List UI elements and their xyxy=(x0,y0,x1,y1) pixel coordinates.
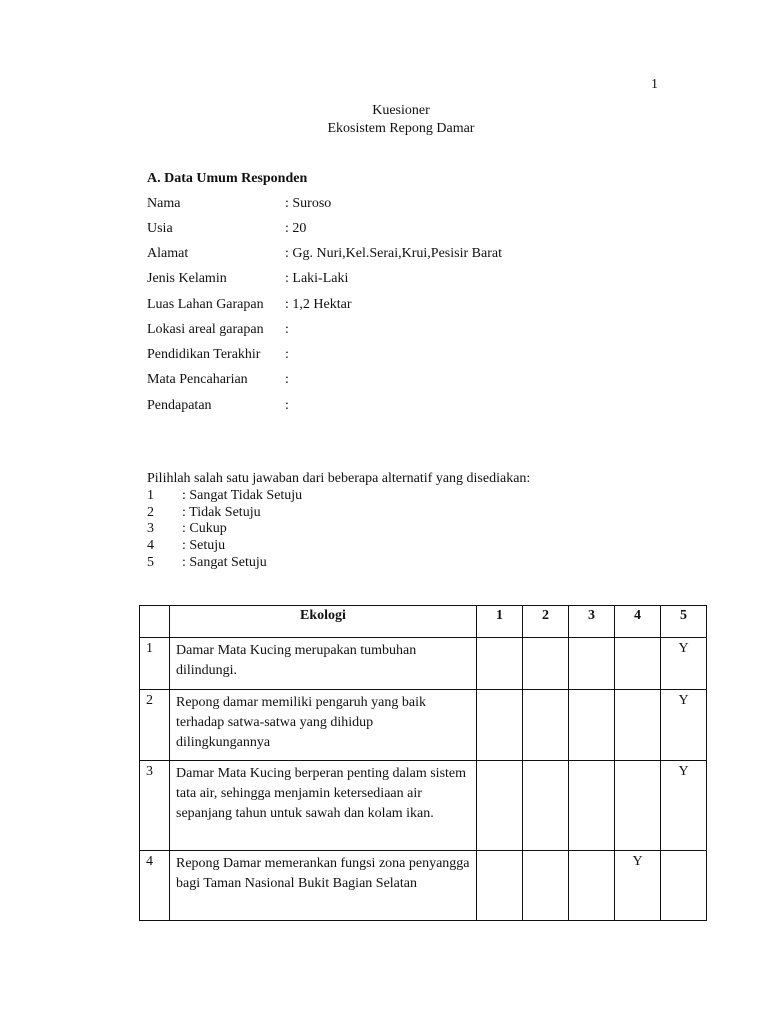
scale-label: : Cukup xyxy=(182,521,227,536)
respondent-value: : 20 xyxy=(285,221,307,236)
row-statement: Repong Damar memerankan fungsi zona penyangga bagi Taman Nasional Bukit Bagian Selatan xyxy=(170,851,477,921)
respondent-label: Nama xyxy=(147,196,181,211)
score-cell-4[interactable] xyxy=(615,761,661,851)
score-cell-1[interactable] xyxy=(477,851,523,921)
respondent-label: Pendapatan xyxy=(147,398,212,413)
scale-label: : Sangat Setuju xyxy=(182,555,267,570)
scale-number: 2 xyxy=(147,505,154,520)
header-score-3: 3 xyxy=(569,606,615,638)
respondent-label: Mata Pencaharian xyxy=(147,372,248,387)
score-cell-4[interactable]: Y xyxy=(615,851,661,921)
row-statement: Repong damar memiliki pengaruh yang baik terhadap satwa-satwa yang dihidup dilingkungannya xyxy=(170,690,477,761)
header-score-4: 4 xyxy=(615,606,661,638)
ekologi-table xyxy=(139,605,707,921)
score-cell-5[interactable]: Y xyxy=(661,638,707,690)
respondent-label: Pendidikan Terakhir xyxy=(147,347,261,362)
scale-label: : Sangat Tidak Setuju xyxy=(182,488,303,503)
table-header-row xyxy=(140,606,707,638)
header-score-2: 2 xyxy=(523,606,569,638)
respondent-label: Usia xyxy=(147,221,173,236)
instruction-text: Pilihlah salah satu jawaban dari beberapa alternatif yang disediakan: xyxy=(147,471,531,486)
score-cell-3[interactable] xyxy=(569,851,615,921)
row-statement: Damar Mata Kucing berperan penting dalam sistem tata air, sehingga menjamin ketersediaan air sepanjang tahun untuk sawah dan kolam ikan. xyxy=(170,761,477,851)
section-heading: A. Data Umum Responden xyxy=(147,171,308,186)
respondent-label: Alamat xyxy=(147,246,189,261)
header-no xyxy=(140,606,170,638)
table-row xyxy=(140,638,707,690)
respondent-label: Lokasi areal garapan xyxy=(147,322,264,337)
score-cell-3[interactable] xyxy=(569,638,615,690)
document-subtitle: Ekosistem Repong Damar xyxy=(327,121,475,136)
score-cell-1[interactable] xyxy=(477,761,523,851)
score-cell-5[interactable]: Y xyxy=(661,761,707,851)
row-number: 1 xyxy=(140,638,170,690)
table-row xyxy=(140,690,707,761)
score-cell-2[interactable] xyxy=(523,851,569,921)
respondent-label: Jenis Kelamin xyxy=(147,271,227,286)
header-score-1: 1 xyxy=(477,606,523,638)
respondent-value: : xyxy=(285,322,289,337)
score-cell-2[interactable] xyxy=(523,638,569,690)
header-score-5: 5 xyxy=(661,606,707,638)
score-cell-5[interactable] xyxy=(661,851,707,921)
scale-number: 4 xyxy=(147,538,154,553)
respondent-value: : xyxy=(285,372,289,387)
score-cell-1[interactable] xyxy=(477,690,523,761)
row-number: 4 xyxy=(140,851,170,921)
score-cell-5[interactable]: Y xyxy=(661,690,707,761)
scale-label: : Tidak Setuju xyxy=(182,505,261,520)
row-statement: Damar Mata Kucing merupakan tumbuhan dilindungi. xyxy=(170,638,477,690)
scale-number: 3 xyxy=(147,521,154,536)
scale-number: 1 xyxy=(147,488,154,503)
score-cell-2[interactable] xyxy=(523,690,569,761)
respondent-value: : Laki-Laki xyxy=(285,271,349,286)
table-row xyxy=(140,761,707,851)
document-title: Kuesioner xyxy=(372,103,430,118)
scale-label: : Setuju xyxy=(182,538,226,553)
table-row xyxy=(140,851,707,921)
respondent-value: : Gg. Nuri,Kel.Serai,Krui,Pesisir Barat xyxy=(285,246,502,261)
score-cell-4[interactable] xyxy=(615,690,661,761)
respondent-value: : xyxy=(285,398,289,413)
score-cell-3[interactable] xyxy=(569,761,615,851)
header-ekologi: Ekologi xyxy=(170,606,477,638)
scale-number: 5 xyxy=(147,555,154,570)
score-cell-2[interactable] xyxy=(523,761,569,851)
score-cell-4[interactable] xyxy=(615,638,661,690)
page-number: 1 xyxy=(651,77,658,92)
score-cell-1[interactable] xyxy=(477,638,523,690)
row-number: 3 xyxy=(140,761,170,851)
respondent-value: : Suroso xyxy=(285,196,332,211)
row-number: 2 xyxy=(140,690,170,761)
score-cell-3[interactable] xyxy=(569,690,615,761)
respondent-value: : 1,2 Hektar xyxy=(285,297,352,312)
respondent-value: : xyxy=(285,347,289,362)
respondent-label: Luas Lahan Garapan xyxy=(147,297,264,312)
